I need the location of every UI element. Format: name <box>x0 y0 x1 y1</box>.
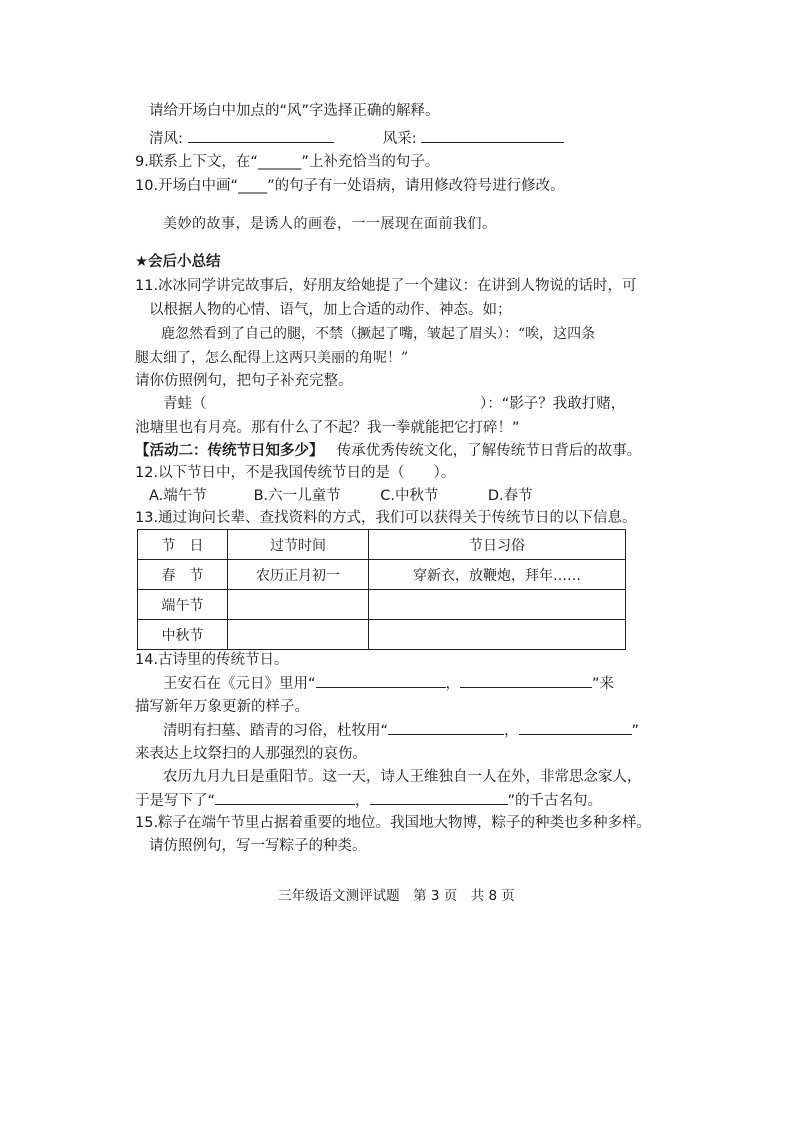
poem-blank-5[interactable] <box>215 790 355 805</box>
cell-time-input[interactable] <box>228 620 369 650</box>
festival-table <box>137 529 626 650</box>
option-d[interactable]: D.春节 <box>487 488 533 504</box>
table-header-row <box>138 530 626 560</box>
frog-start: 青蛙（ <box>163 396 207 412</box>
q14-p1: 王安石在《元日》里用“ ， ”来 <box>163 673 614 694</box>
poem-blank-3[interactable] <box>388 720 504 735</box>
question-13: 13.通过询问长辈、查找资料的方式，我们可以获得关于传统节日的以下信息。 <box>135 510 637 526</box>
question-11-line2: 以根据人物的心情、语气，加上合适的动作、神态。如； <box>149 302 512 318</box>
frog-line2: 池塘里也有月亮。那有什么了不起？我一拳就能把它打碎！” <box>135 420 520 436</box>
answer-blank-fengcai[interactable] <box>421 128 564 143</box>
example-line1: 鹿忽然看到了自己的腿，不禁（撅起了嘴，皱起了眉头）：“唉，这四条 <box>161 326 596 342</box>
activity-2-title: 【活动二：传统节日知多少】 <box>135 443 324 459</box>
faulty-sentence: 美妙的故事，是诱人的画卷，一一展现在面前我们。 <box>163 216 497 232</box>
cell-festival: 端午节 <box>138 590 228 620</box>
header-customs: 节日习俗 <box>369 530 626 560</box>
header-festival: 节 日 <box>138 530 228 560</box>
q14-p2-line2: 来表达上坟祭扫的人那强烈的哀伤。 <box>135 746 367 762</box>
frog-end: ）：“影子？我敢打赌， <box>480 396 626 412</box>
poem-blank-4[interactable] <box>519 720 632 735</box>
option-c[interactable]: C.中秋节 <box>380 488 439 504</box>
poem-blank-6[interactable] <box>370 790 508 805</box>
cell-festival: 中秋节 <box>138 620 228 650</box>
q14-p3: 于是写下了“ ， ”的千古名句。 <box>135 790 602 811</box>
page-footer: 三年级语文测评试题 第 3 页 共 8 页 <box>278 888 515 904</box>
header-time: 过节时间 <box>228 530 369 560</box>
q14-p1-line2: 描写新年万象更新的样子。 <box>135 699 309 715</box>
summary-title: ★会后小总结 <box>135 254 221 270</box>
question-11-instruction: 请你仿照例句，把句子补充完整。 <box>135 373 353 389</box>
table-row <box>138 560 626 590</box>
activity-2-desc: 传承优秀传统文化，了解传统节日背后的故事。 <box>336 443 642 459</box>
poem-blank-1[interactable] <box>316 673 446 688</box>
option-b[interactable]: B.六一儿童节 <box>253 488 341 504</box>
question-14-title: 14.古诗里的传统节日。 <box>135 652 289 668</box>
poem-blank-2[interactable] <box>460 673 592 688</box>
question-10: 10.开场白中画“____”的句子有一处语病，请用修改符号进行修改。 <box>135 178 565 194</box>
question-9: 9.联系上下文，在“______”上补充恰当的句子。 <box>135 154 440 170</box>
answer-blank-qingfeng[interactable] <box>188 128 334 143</box>
intro-prompt: 请给开场白中加点的“风”字选择正确的解释。 <box>149 103 440 119</box>
frog-answer-space[interactable] <box>218 394 480 414</box>
question-11-line1: 11.冰冰同学讲完故事后，好朋友给她提了一个建议：在讲到人物说的话时，可 <box>135 278 637 294</box>
question-15-line1: 15.粽子在端午节里占据着重要的地位。我国地大物博，粽子的种类也多种多样。 <box>135 815 652 831</box>
q12-options <box>149 486 533 506</box>
q14-p2: 清明有扫墓、踏青的习俗，杜牧用“ ， ” <box>163 720 639 741</box>
activity-2 <box>135 441 641 461</box>
option-a[interactable]: A.端午节 <box>149 488 207 504</box>
cell-festival: 春 节 <box>138 560 228 590</box>
opt1-label: 清风: <box>149 131 183 147</box>
question-12: 12.以下节日中，不是我国传统节日的是（ ）。 <box>135 465 456 481</box>
question-15-line2: 请仿照例句，写一写粽子的种类。 <box>149 838 367 854</box>
table-row <box>138 590 626 620</box>
q14-p3-line1: 农历九月九日是重阳节。这一天，诗人王维独自一人在外，非常思念家人， <box>163 769 642 785</box>
cell-time-input[interactable] <box>228 590 369 620</box>
cell-customs-input[interactable] <box>369 620 626 650</box>
cell-customs: 穿新衣，放鞭炮，拜年…… <box>369 560 626 590</box>
example-line2: 腿太细了，怎么配得上这两只美丽的角呢！” <box>135 350 409 366</box>
cell-time: 农历正月初一 <box>228 560 369 590</box>
cell-customs-input[interactable] <box>369 590 626 620</box>
table-row <box>138 620 626 650</box>
opt2-label: 风采: <box>382 131 417 147</box>
definition-row <box>149 128 564 149</box>
